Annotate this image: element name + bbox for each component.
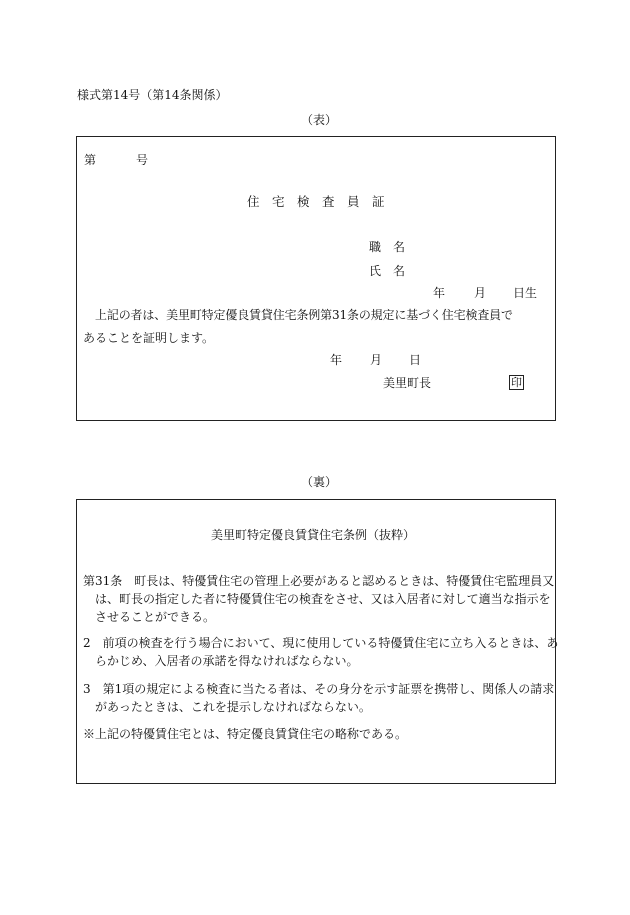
form-number: 様式第14号（第14条関係） xyxy=(77,88,228,102)
certification-text-line2: あることを証明します。 xyxy=(83,331,215,345)
name-label: 氏 名 xyxy=(369,264,406,278)
issue-year: 年 xyxy=(330,353,343,367)
front-side-label: （表） xyxy=(301,113,338,127)
issue-month: 月 xyxy=(370,353,383,367)
back-card xyxy=(76,499,559,784)
issue-day: 日 xyxy=(409,353,422,367)
birth-month: 月 xyxy=(474,286,487,300)
clause-31-paragraph-3: 3 第1項の規定による検査に当たる者は、その身分を示す証票を携帯し、関係人の請求があったときは、これを提示しなければならない。 xyxy=(83,682,555,714)
number-suffix: 号 xyxy=(136,153,149,167)
issuer-name: 美里町長 xyxy=(383,376,432,390)
abbreviation-note: ※上記の特優賃住宅とは、特定優良賃貸住宅の略称である。 xyxy=(83,727,408,741)
front-card xyxy=(76,136,556,421)
ordinance-excerpt-title: 美里町特定優良賃貸住宅条例（抜粋） xyxy=(211,528,416,542)
birth-day: 日生 xyxy=(513,286,538,300)
clause-31: 第31条 町長は、特優賃住宅の管理上必要があると認めるときは、特優賃住宅監理員又は、町長の指定した者に特優賃住宅の検査をさせ、又は入居者に対して適当な指示をさせることができる。 xyxy=(83,574,555,624)
seal-stamp: 印 xyxy=(511,376,522,389)
number-prefix: 第 xyxy=(84,153,97,167)
certificate-title: 住 宅 検 査 員 証 xyxy=(247,194,385,209)
clause-31-paragraph-2: 2 前項の検査を行う場合において、現に使用している特優賃住宅に立ち入るときは、あらかじめ、入居者の承諾を得なければならない。 xyxy=(83,636,559,668)
position-label: 職 名 xyxy=(369,240,406,254)
birth-year: 年 xyxy=(433,286,446,300)
certification-text-line1: 上記の者は、美里町特定優良賃貸住宅条例第31条の規定に基づく住宅検査員で xyxy=(95,308,513,322)
back-side-label: （裏） xyxy=(301,475,338,489)
